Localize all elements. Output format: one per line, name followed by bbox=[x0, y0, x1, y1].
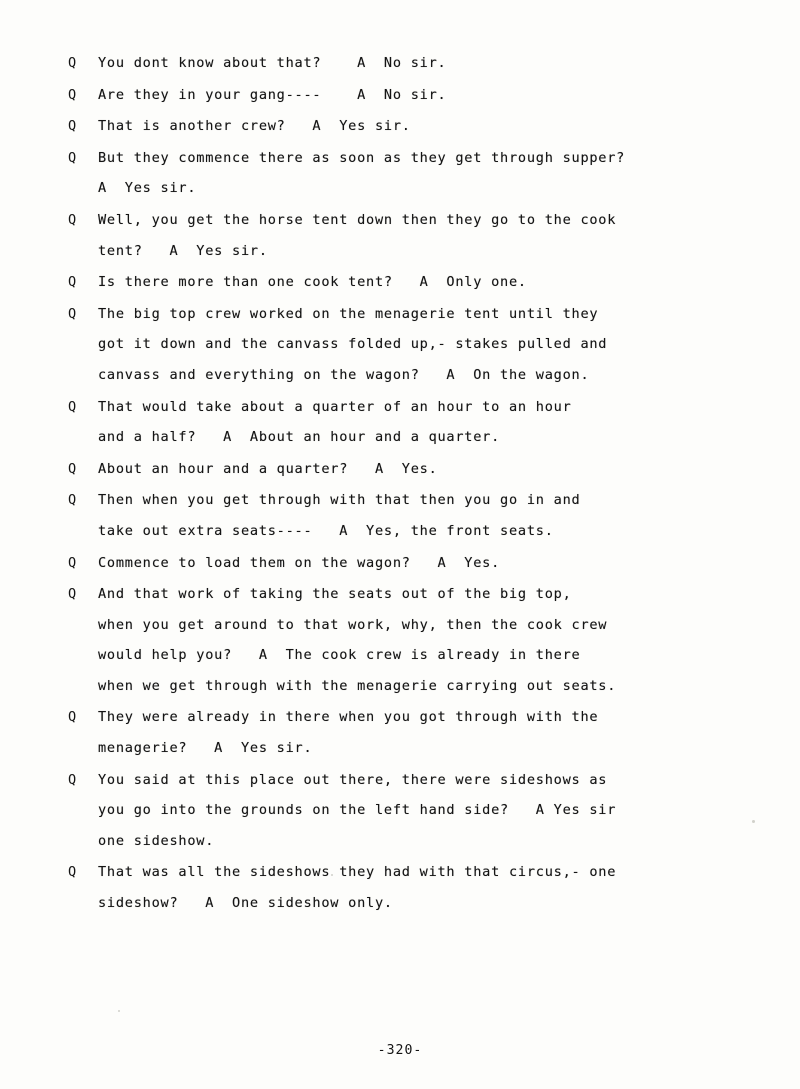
question-marker: Q bbox=[68, 586, 77, 603]
transcript-line: Then when you get through with that then you go in and bbox=[98, 492, 581, 509]
transcript-line: take out extra seats---- A Yes, the front seats. bbox=[98, 522, 554, 539]
transcript-line: sideshow? A One sideshow only. bbox=[98, 895, 393, 912]
qa-block bbox=[68, 205, 758, 266]
qa-text bbox=[98, 579, 758, 701]
qa-block bbox=[68, 702, 758, 763]
qa-block bbox=[68, 267, 758, 298]
qa-text bbox=[98, 205, 758, 266]
page-number: -320- bbox=[377, 1043, 423, 1058]
question-marker: Q bbox=[68, 118, 77, 135]
qa-text bbox=[98, 392, 758, 453]
qa-text bbox=[98, 111, 758, 142]
transcript-line: But they commence there as soon as they get through supper? bbox=[98, 149, 626, 166]
qa-text bbox=[98, 454, 758, 485]
question-marker: Q bbox=[68, 864, 77, 881]
qa-block bbox=[68, 579, 758, 701]
question-marker: Q bbox=[68, 554, 77, 571]
transcript-line: You dont know about that? A No sir. bbox=[98, 55, 447, 71]
transcript-line: The big top crew worked on the menagerie tent until they bbox=[98, 305, 599, 322]
qa-text bbox=[98, 765, 758, 857]
question-marker: Q bbox=[68, 149, 77, 166]
qa-block bbox=[68, 454, 758, 485]
question-marker: Q bbox=[68, 211, 77, 228]
transcript-line: and a half? A About an hour and a quarter. bbox=[98, 429, 501, 446]
transcript-line: And that work of taking the seats out of the big top, bbox=[98, 586, 572, 603]
qa-text bbox=[98, 702, 758, 763]
qa-block bbox=[68, 111, 758, 142]
transcript-line: menagerie? A Yes sir. bbox=[98, 740, 313, 757]
transcript-line: That would take about a quarter of an hour to an hour bbox=[98, 398, 572, 415]
qa-block bbox=[68, 392, 758, 453]
qa-text bbox=[98, 143, 758, 204]
question-marker: Q bbox=[68, 86, 77, 103]
transcript-line: About an hour and a quarter? A Yes. bbox=[98, 460, 438, 477]
paper-speck bbox=[118, 1010, 120, 1012]
qa-text bbox=[98, 48, 758, 79]
transcript-line: one sideshow. bbox=[98, 832, 215, 849]
transcript-line: when you get around to that work, why, then the cook crew bbox=[98, 616, 608, 633]
transcript-line: when we get through with the menagerie carrying out seats. bbox=[98, 677, 617, 694]
qa-block bbox=[68, 548, 758, 579]
qa-block bbox=[68, 765, 758, 857]
transcript-line: got it down and the canvass folded up,- stakes pulled and bbox=[98, 336, 608, 353]
qa-block bbox=[68, 485, 758, 546]
qa-block bbox=[68, 857, 758, 918]
qa-text bbox=[98, 80, 758, 111]
transcript-line: Well, you get the horse tent down then they go to the cook bbox=[98, 211, 617, 228]
qa-block bbox=[68, 80, 758, 111]
qa-text bbox=[98, 485, 758, 546]
transcript-body bbox=[68, 48, 758, 920]
transcript-line: Commence to load them on the wagon? A Yes. bbox=[98, 554, 501, 571]
transcript-line: tent? A Yes sir. bbox=[98, 242, 268, 259]
question-marker: Q bbox=[68, 398, 77, 415]
question-marker: Q bbox=[68, 771, 77, 788]
transcript-line: You said at this place out there, there were sideshows as bbox=[98, 771, 608, 788]
qa-text bbox=[98, 299, 758, 391]
question-marker: Q bbox=[68, 274, 77, 291]
transcript-line: A Yes sir. bbox=[98, 180, 197, 197]
qa-block bbox=[68, 48, 758, 79]
qa-text bbox=[98, 267, 758, 298]
question-marker: Q bbox=[68, 305, 77, 322]
transcript-line: Is there more than one cook tent? A Only one. bbox=[98, 274, 527, 291]
qa-text bbox=[98, 548, 758, 579]
qa-block bbox=[68, 143, 758, 204]
qa-block bbox=[68, 299, 758, 391]
transcript-line: That is another crew? A Yes sir. bbox=[98, 118, 411, 135]
question-marker: Q bbox=[68, 709, 77, 726]
transcript-line: canvass and everything on the wagon? A On the wagon. bbox=[98, 366, 590, 383]
transcript-line: That was all the sideshows they had with that circus,- one bbox=[98, 864, 617, 881]
question-marker: Q bbox=[68, 492, 77, 509]
transcript-line: you go into the grounds on the left hand side? A Yes sir bbox=[98, 802, 617, 819]
transcript-line: Are they in your gang---- A No sir. bbox=[98, 86, 447, 103]
question-marker: Q bbox=[68, 55, 77, 71]
qa-text bbox=[98, 857, 758, 918]
transcript-line: would help you? A The cook crew is already in there bbox=[98, 647, 581, 664]
question-marker: Q bbox=[68, 460, 77, 477]
transcript-line: They were already in there when you got through with the bbox=[98, 709, 599, 726]
